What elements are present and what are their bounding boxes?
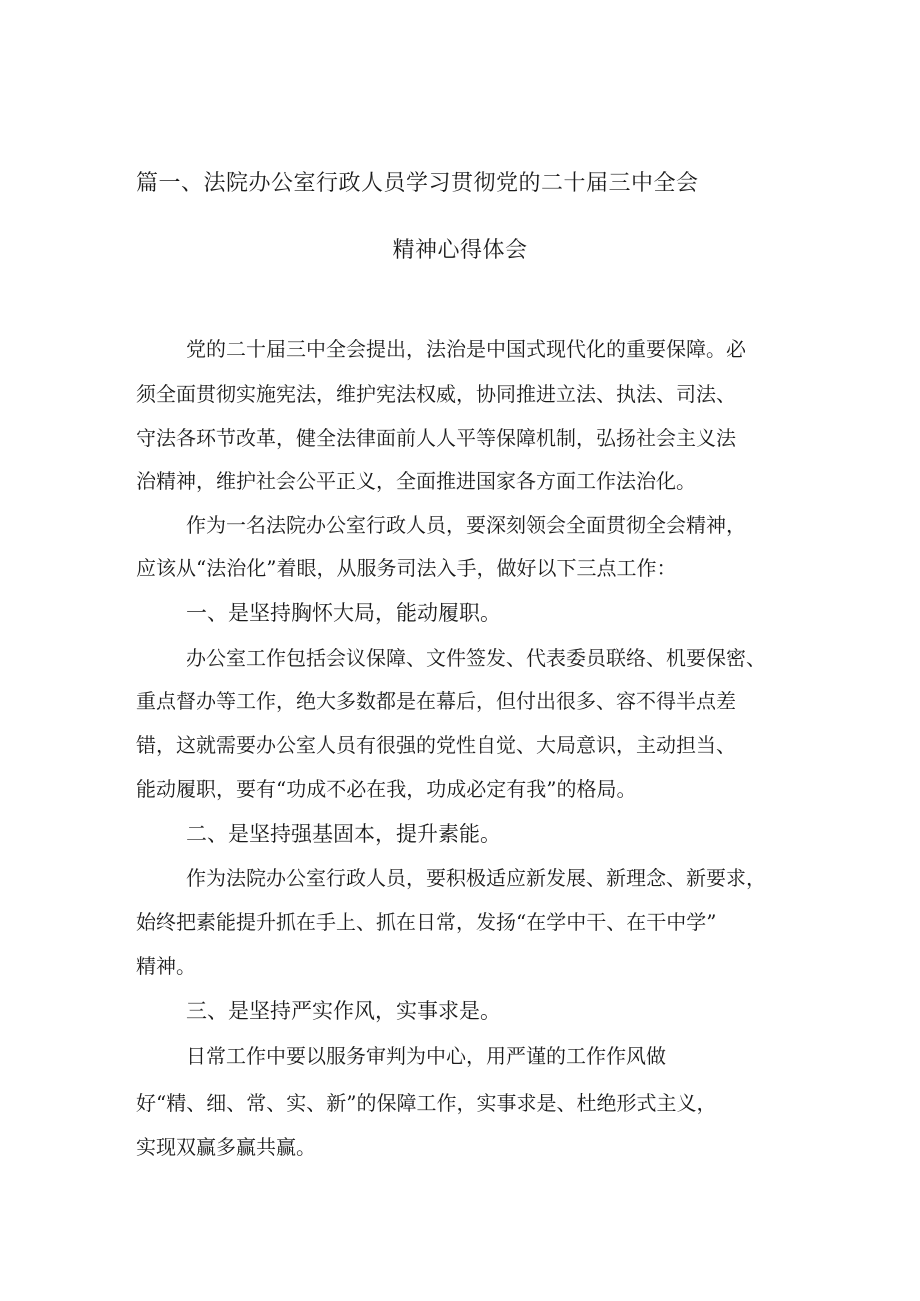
lead-line: 应该从“法治化”着眼，从服务司法入手，做好以下三点工作：: [136, 556, 677, 580]
section-2-line: 作为法院办公室行政人员，要积极适应新发展、新理念、新要求，: [186, 866, 766, 890]
section-3-line: 实现双赢多赢共赢。: [136, 1135, 316, 1159]
section-3-line: 日常工作中要以服务审判为中心，用严谨的工作作风做: [186, 1044, 666, 1068]
document-title-line-1: 篇一、法院办公室行政人员学习贯彻党的二十届三中全会: [136, 171, 699, 196]
intro-line: 党的二十届三中全会提出，法治是中国式现代化的重要保障。必: [186, 337, 746, 361]
section-1-line: 错，这就需要办公室人员有很强的党性自觉、大局意识，主动担当、: [136, 733, 736, 757]
lead-line: 作为一名法院办公室行政人员，要深刻领会全面贯彻全会精神，: [186, 513, 746, 537]
section-3-line: 好“精、细、常、实、新”的保障工作，实事求是、杜绝形式主义，: [136, 1091, 717, 1115]
intro-line: 治精神，维护社会公平正义，全面推进国家各方面工作法治化。: [136, 469, 696, 493]
section-heading-3: 三、是坚持严实作风，实事求是。: [186, 999, 501, 1023]
intro-line: 须全面贯彻实施宪法，维护宪法权威，协同推进立法、执法、司法、: [136, 382, 736, 406]
section-2-line: 精神。: [136, 954, 196, 978]
intro-line: 守法各环节改革，健全法律面前人人平等保障机制，弘扬社会主义法: [136, 426, 736, 450]
section-heading-1: 一、是坚持胸怀大局，能动履职。: [186, 601, 501, 625]
document-title-line-2: 精神心得体会: [392, 238, 528, 263]
section-1-line: 重点督办等工作，绝大多数都是在幕后，但付出很多、容不得半点差: [136, 689, 736, 713]
section-2-line: 始终把素能提升抓在手上、抓在日常，发扬“在学中干、在干中学”: [136, 910, 717, 934]
section-1-line: 办公室工作包括会议保障、文件签发、代表委员联络、机要保密、: [186, 646, 766, 670]
section-1-line: 能动履职，要有“功成不必在我，功成必定有我”的格局。: [136, 777, 637, 801]
section-heading-2: 二、是坚持强基固本，提升素能。: [186, 822, 501, 846]
